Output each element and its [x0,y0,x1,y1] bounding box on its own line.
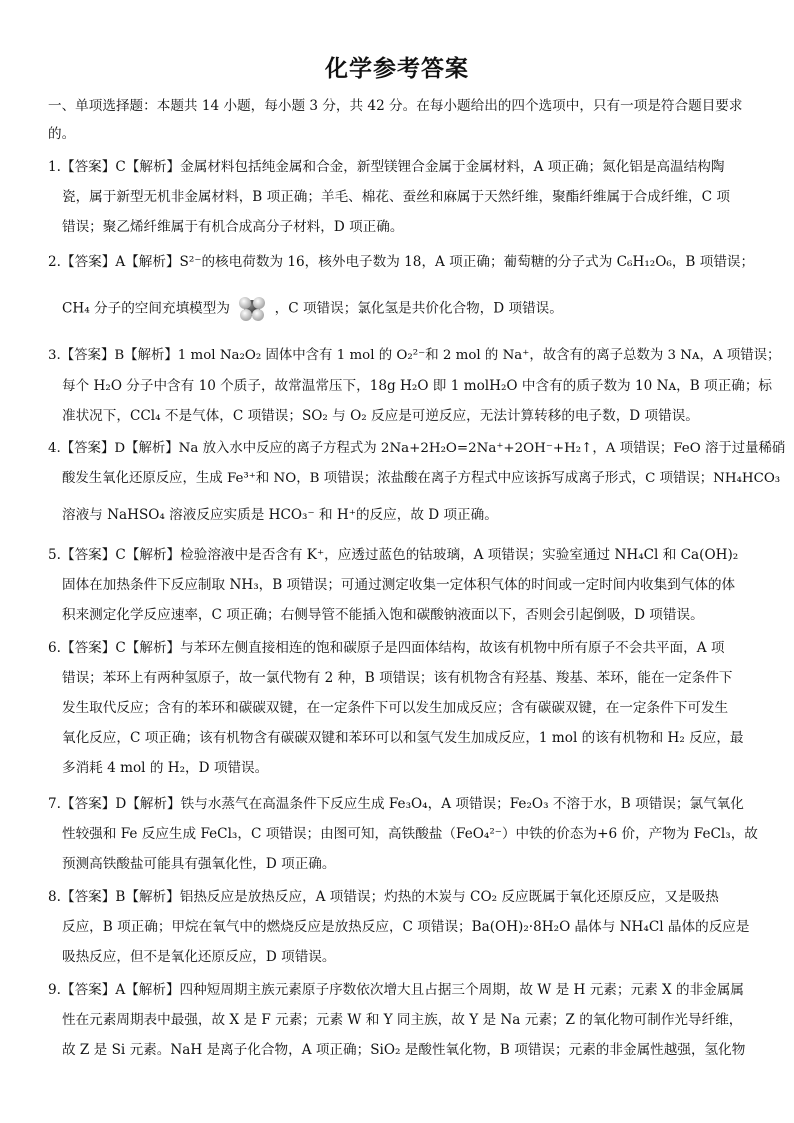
answer-line: 吸热反应，但不是氧化还原反应，D 项错误。 [62,949,336,965]
answer-line: 溶液与 NaHSO₄ 溶液反应实质是 HCO₃⁻ 和 H⁺的反应，故 D 项正确。 [62,507,498,523]
answer-number: 5. [48,547,61,563]
intro-line-2: 的。 [48,126,76,142]
answer-number: 3. [48,348,61,363]
answer-number: 8. [48,889,61,905]
ch4-space-filling-model-image [236,295,268,323]
answer-line: ，C 项错误；氯化氢是共价化合物，D 项错误。 [274,300,563,317]
answer-line: 积来测定化学反应速率，C 项正确；右侧导管不能插入饱和碳酸钠液面以下，否则会引起倒吸，D 项错误。 [62,607,704,623]
answer-line: 【答案】D【解析】Na 放入水中反应的离子方程式为 2Na+2H₂O=2Na⁺+2OH⁻+H₂↑，A 项错误；FeO 溶于过量稀硝 [60,441,786,456]
answer-line: 错误；苯环上有两种氢原子，故一氯代物有 2 种，B 项错误；该有机物含有羟基、羧基、苯环，能在一定条件下 [62,670,733,686]
answer-number: 7. [48,796,61,812]
answer-line: 瓷，属于新型无机非金属材料，B 项正确；羊毛、棉花、蚕丝和麻属于天然纤维，聚酯纤维属于合成纤维，C 项 [62,189,730,205]
answer-line: CH₄ 分子的空间充填模型为 [62,300,230,317]
answer-line: 固体在加热条件下反应制取 NH₃，B 项错误；可通过测定收集一定体积气体的时间或一定时间内收集到气体的体 [62,577,736,593]
answer-line: 性在元素周期表中最强，故 X 是 F 元素；元素 W 和 Y 同主族，故 Y 是 Na 元素；Z 的氧化物可制作光导纤维， [62,1012,743,1028]
answer-line: 错误；聚乙烯纤维属于有机合成高分子材料，D 项正确。 [62,219,404,235]
answer-line: 预测高铁酸盐可能具有强氧化性，D 项正确。 [62,856,336,872]
answer-number: 9. [48,982,61,998]
answer-line: 【答案】D【解析】铁与水蒸气在高温条件下反应生成 Fe₃O₄，A 项错误；Fe₂O₃ 不溶于水，B 项错误；氯气氧化 [60,796,744,812]
answer-line: 【答案】B【解析】铝热反应是放热反应，A 项错误；灼热的木炭与 CO₂ 反应既属于氧化还原反应，又是吸热 [60,889,719,905]
answer-line: 【答案】A【解析】S²⁻的核电荷数为 16，核外电子数为 18，A 项正确；葡萄糖的分子式为 C₆H₁₂O₆，B 项错误； [60,254,755,270]
answer-line: 发生取代反应；含有的苯环和碳碳双键，在一定条件下可以发生加成反应；含有碳碳双键，在一定条件下可发生 [62,700,729,716]
answer-number: 1. [48,159,61,175]
answer-line: 酸发生氧化还原反应，生成 Fe³⁺和 NO，B 项错误；浓盐酸在离子方程式中应该拆写成离子形式，C 项错误；NH₄HCO₃ [62,471,781,486]
answer-number: 6. [48,640,61,656]
answer-number: 4. [48,441,61,456]
answer-line: 多消耗 4 mol 的 H₂，D 项错误。 [62,760,269,776]
answer-line: 【答案】C【解析】与苯环左侧直接相连的饱和碳原子是四面体结构，故该有机物中所有原子不会共平面，A 项 [60,640,725,656]
answer-line: 氧化反应，C 项正确；该有机物含有碳碳双键和苯环可以和氢气发生加成反应，1 mol 的该有机物和 H₂ 反应，最 [62,730,744,746]
answer-line: 【答案】B【解析】1 mol Na₂O₂ 固体中含有 1 mol 的 O₂²⁻和 2 mol 的 Na⁺，故含有的离子总数为 3 Nᴀ，A 项错误； [60,348,781,363]
answer-line: 每个 H₂O 分子中含有 10 个质子，故常温常压下，18g H₂O 即 1 molH₂O 中含有的质子数为 10 Nᴀ，B 项正确；标 [62,378,773,394]
answer-line: 【答案】C【解析】金属材料包括纯金属和合金，新型镁锂合金属于金属材料，A 项正确；氮化铝是高温结构陶 [60,159,725,175]
answer-line: 【答案】A【解析】四种短周期主族元素原子序数依次增大且占据三个周期，故 W 是 H 元素；元素 X 的非金属属 [60,982,744,998]
section-intro [48,95,748,145]
answer-line: 故 Z 是 Si 元素。NaH 是离子化合物，A 项正确；SiO₂ 是酸性氧化物，B 项错误；元素的非金属性越强，氢化物 [62,1042,746,1058]
answer-number: 2. [48,254,61,270]
answer-line: 性较强和 Fe 反应生成 FeCl₃，C 项错误；由图可知，高铁酸盐（FeO₄²⁻）中铁的价态为+6 价，产物为 FeCl₃，故 [62,826,758,842]
page-title: 化学参考答案 [325,56,469,82]
answer-line: 准状况下，CCl₄ 不是气体，C 项错误；SO₂ 与 O₂ 反应是可逆反应，无法计算转移的电子数，D 项错误。 [62,408,699,424]
intro-line-1: 一、单项选择题：本题共 14 小题，每小题 3 分，共 42 分。在每小题给出的四个选项中，只有一项是符合题目要求 [48,98,743,114]
answer-line: 反应，B 项正确；甲烷在氧气中的燃烧反应是放热反应，C 项错误；Ba(OH)₂·8H₂O 晶体与 NH₄Cl 晶体的反应是 [62,919,750,935]
answer-line: 【答案】C【解析】检验溶液中是否含有 K⁺，应透过蓝色的钴玻璃，A 项错误；实验室通过 NH₄Cl 和 Ca(OH)₂ [60,547,739,563]
